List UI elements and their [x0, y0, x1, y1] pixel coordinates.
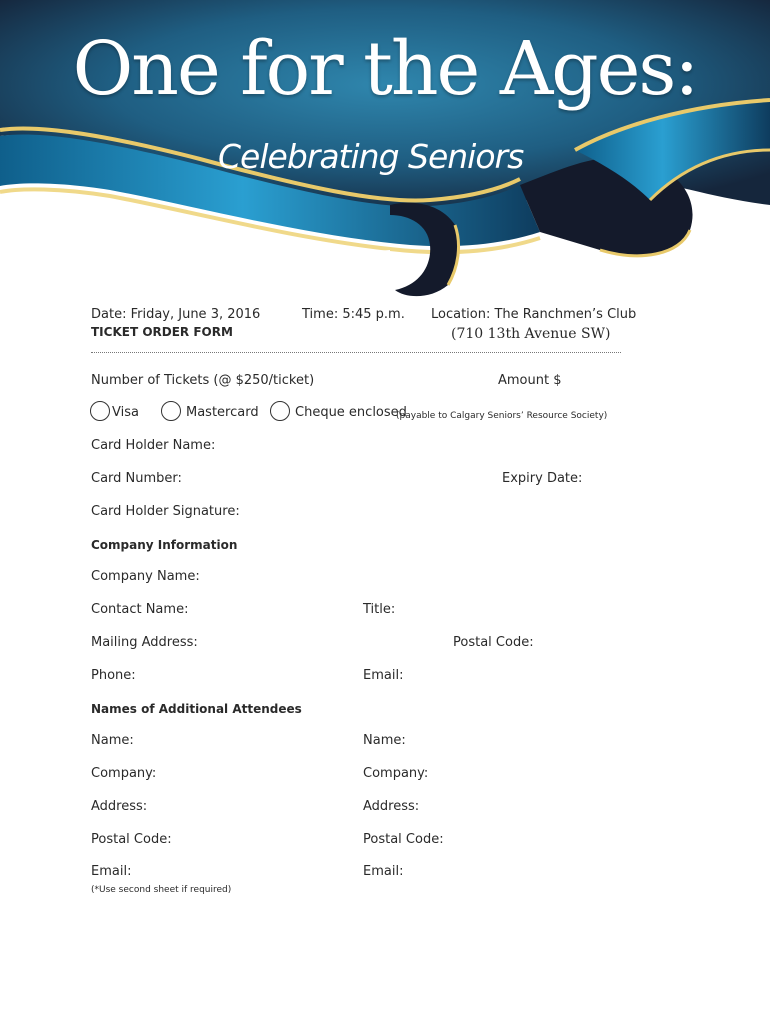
attendees-heading: Names of Additional Attendees [91, 702, 302, 716]
cheque-radio[interactable] [270, 401, 290, 421]
card-holder-name-label: Card Holder Name: [91, 438, 216, 453]
event-location: Location: The Ranchmen’s Club [431, 307, 637, 322]
divider [91, 352, 621, 353]
mastercard-radio[interactable] [161, 401, 181, 421]
mastercard-label: Mastercard [186, 405, 259, 420]
cheque-label: Cheque enclosed [295, 405, 407, 420]
contact-name-label: Contact Name: [91, 602, 189, 617]
tickets-amount-label: Amount $ [498, 373, 562, 388]
mailing-address-label: Mailing Address: [91, 635, 198, 650]
attendee2-address-label: Address: [363, 799, 420, 814]
tickets-number-label: Number of Tickets (@ $250/ticket) [91, 373, 315, 388]
form-label: TICKET ORDER FORM [91, 325, 233, 339]
header-banner [0, 0, 770, 300]
event-date: Date: Friday, June 3, 2016 [91, 307, 261, 322]
attendee1-name-label: Name: [91, 733, 134, 748]
company-name-label: Company Name: [91, 569, 200, 584]
page-subtitle: Celebrating Seniors [218, 137, 524, 176]
phone-label: Phone: [91, 668, 136, 683]
attendee2-email-label: Email: [363, 864, 404, 879]
company-postal-label: Postal Code: [453, 635, 534, 650]
attendee1-postal-label: Postal Code: [91, 832, 172, 847]
attendee1-email-label: Email: [91, 864, 132, 879]
title-label: Title: [363, 602, 396, 617]
card-signature-label: Card Holder Signature: [91, 504, 240, 519]
attendee1-address-label: Address: [91, 799, 148, 814]
visa-radio[interactable] [90, 401, 110, 421]
event-address: (710 13th Avenue SW) [451, 326, 611, 342]
company-heading: Company Information [91, 538, 238, 552]
attendee1-company-label: Company: [91, 766, 157, 781]
second-sheet-note: (*Use second sheet if required) [91, 885, 232, 895]
attendee2-company-label: Company: [363, 766, 429, 781]
attendee2-name-label: Name: [363, 733, 406, 748]
event-time: Time: 5:45 p.m. [302, 307, 405, 322]
company-email-label: Email: [363, 668, 404, 683]
page-title: One for the Ages: [72, 26, 698, 112]
visa-label: Visa [112, 405, 139, 420]
attendee2-postal-label: Postal Code: [363, 832, 444, 847]
expiry-date-label: Expiry Date: [502, 471, 583, 486]
cheque-note: (payable to Calgary Seniors’ Resource Society) [396, 411, 608, 421]
card-number-label: Card Number: [91, 471, 182, 486]
